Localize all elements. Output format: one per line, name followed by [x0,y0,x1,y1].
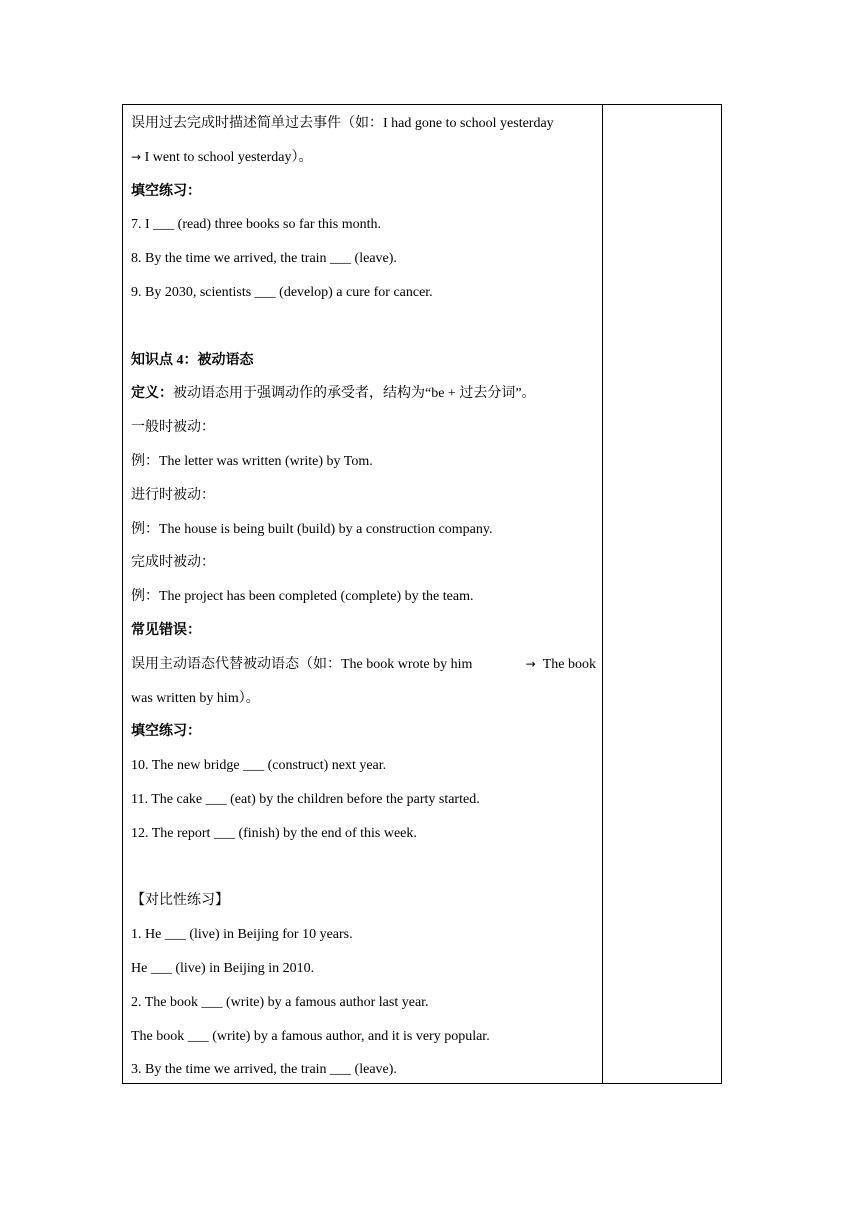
exercise-question: 12. The report ___ (finish) by the end of this week. [131,825,417,841]
subsection-label: 一般时被动： [131,420,215,436]
fill-in-heading: 填空练习： [131,183,201,199]
arrow-right-icon: → [525,656,536,671]
contrast-question: 1. He ___ (live) in Beijing for 10 years. [131,927,353,943]
arrow-right-icon: → [131,149,142,164]
error-correction [526,648,596,682]
spacer [131,851,602,885]
content-cell [123,105,603,1083]
common-error-text [131,107,602,141]
exercise-question: 8. By the time we arrived, the train ___ (leave). [131,251,397,267]
error-text: 误用主动语态代替被动语态（如：The book wrote by him [131,656,473,672]
common-errors-heading: 常见错误： [131,622,201,638]
example-sentence: 例：The house is being built (build) by a construction company. [131,521,493,537]
contrast-question: 3. By the time we arrived, the train ___ (leave). [131,1062,397,1078]
error-correction-end: was written by him）。 [131,690,260,706]
correction-text: I went to school yesterday）。 [141,149,313,165]
definition-text: 被动语态用于强调动作的承受者，结构为“be + 过去分词”。 [173,386,536,402]
exercise-question: 10. The new bridge ___ (construct) next year. [131,758,387,774]
worksheet-table [122,104,722,1084]
contrast-question: He ___ (live) in Beijing in 2010. [131,960,315,976]
spacer [131,310,602,344]
error-correction-line [131,141,602,175]
contrast-question: 2. The book ___ (write) by a famous author last year. [131,994,429,1010]
error-description [131,648,602,682]
section-heading: 知识点 4：被动语态 [131,352,254,368]
fill-in-heading: 填空练习： [131,724,201,740]
notes-cell [603,105,721,1083]
contrast-heading: 【对比性练习】 [131,893,229,909]
subsection-label: 完成时被动： [131,555,215,571]
exercise-question: 9. By 2030, scientists ___ (develop) a cure for cancer. [131,284,433,300]
exercise-question: 7. I ___ (read) three books so far this month. [131,217,381,233]
subsection-label: 进行时被动： [131,487,215,503]
definition-label: 定义： [131,386,173,402]
correction-start: The book [542,656,596,672]
definition-line [131,377,602,411]
exercise-question: 11. The cake ___ (eat) by the children before the party started. [131,791,480,807]
example-sentence: 例：The project has been completed (complete) by the team. [131,589,474,605]
error-example-text: 误用过去完成时描述简单过去事件（如：I had gone to school yesterday [131,116,554,131]
contrast-question: The book ___ (write) by a famous author, and it is very popular. [131,1028,490,1044]
example-sentence: 例：The letter was written (write) by Tom. [131,453,373,469]
